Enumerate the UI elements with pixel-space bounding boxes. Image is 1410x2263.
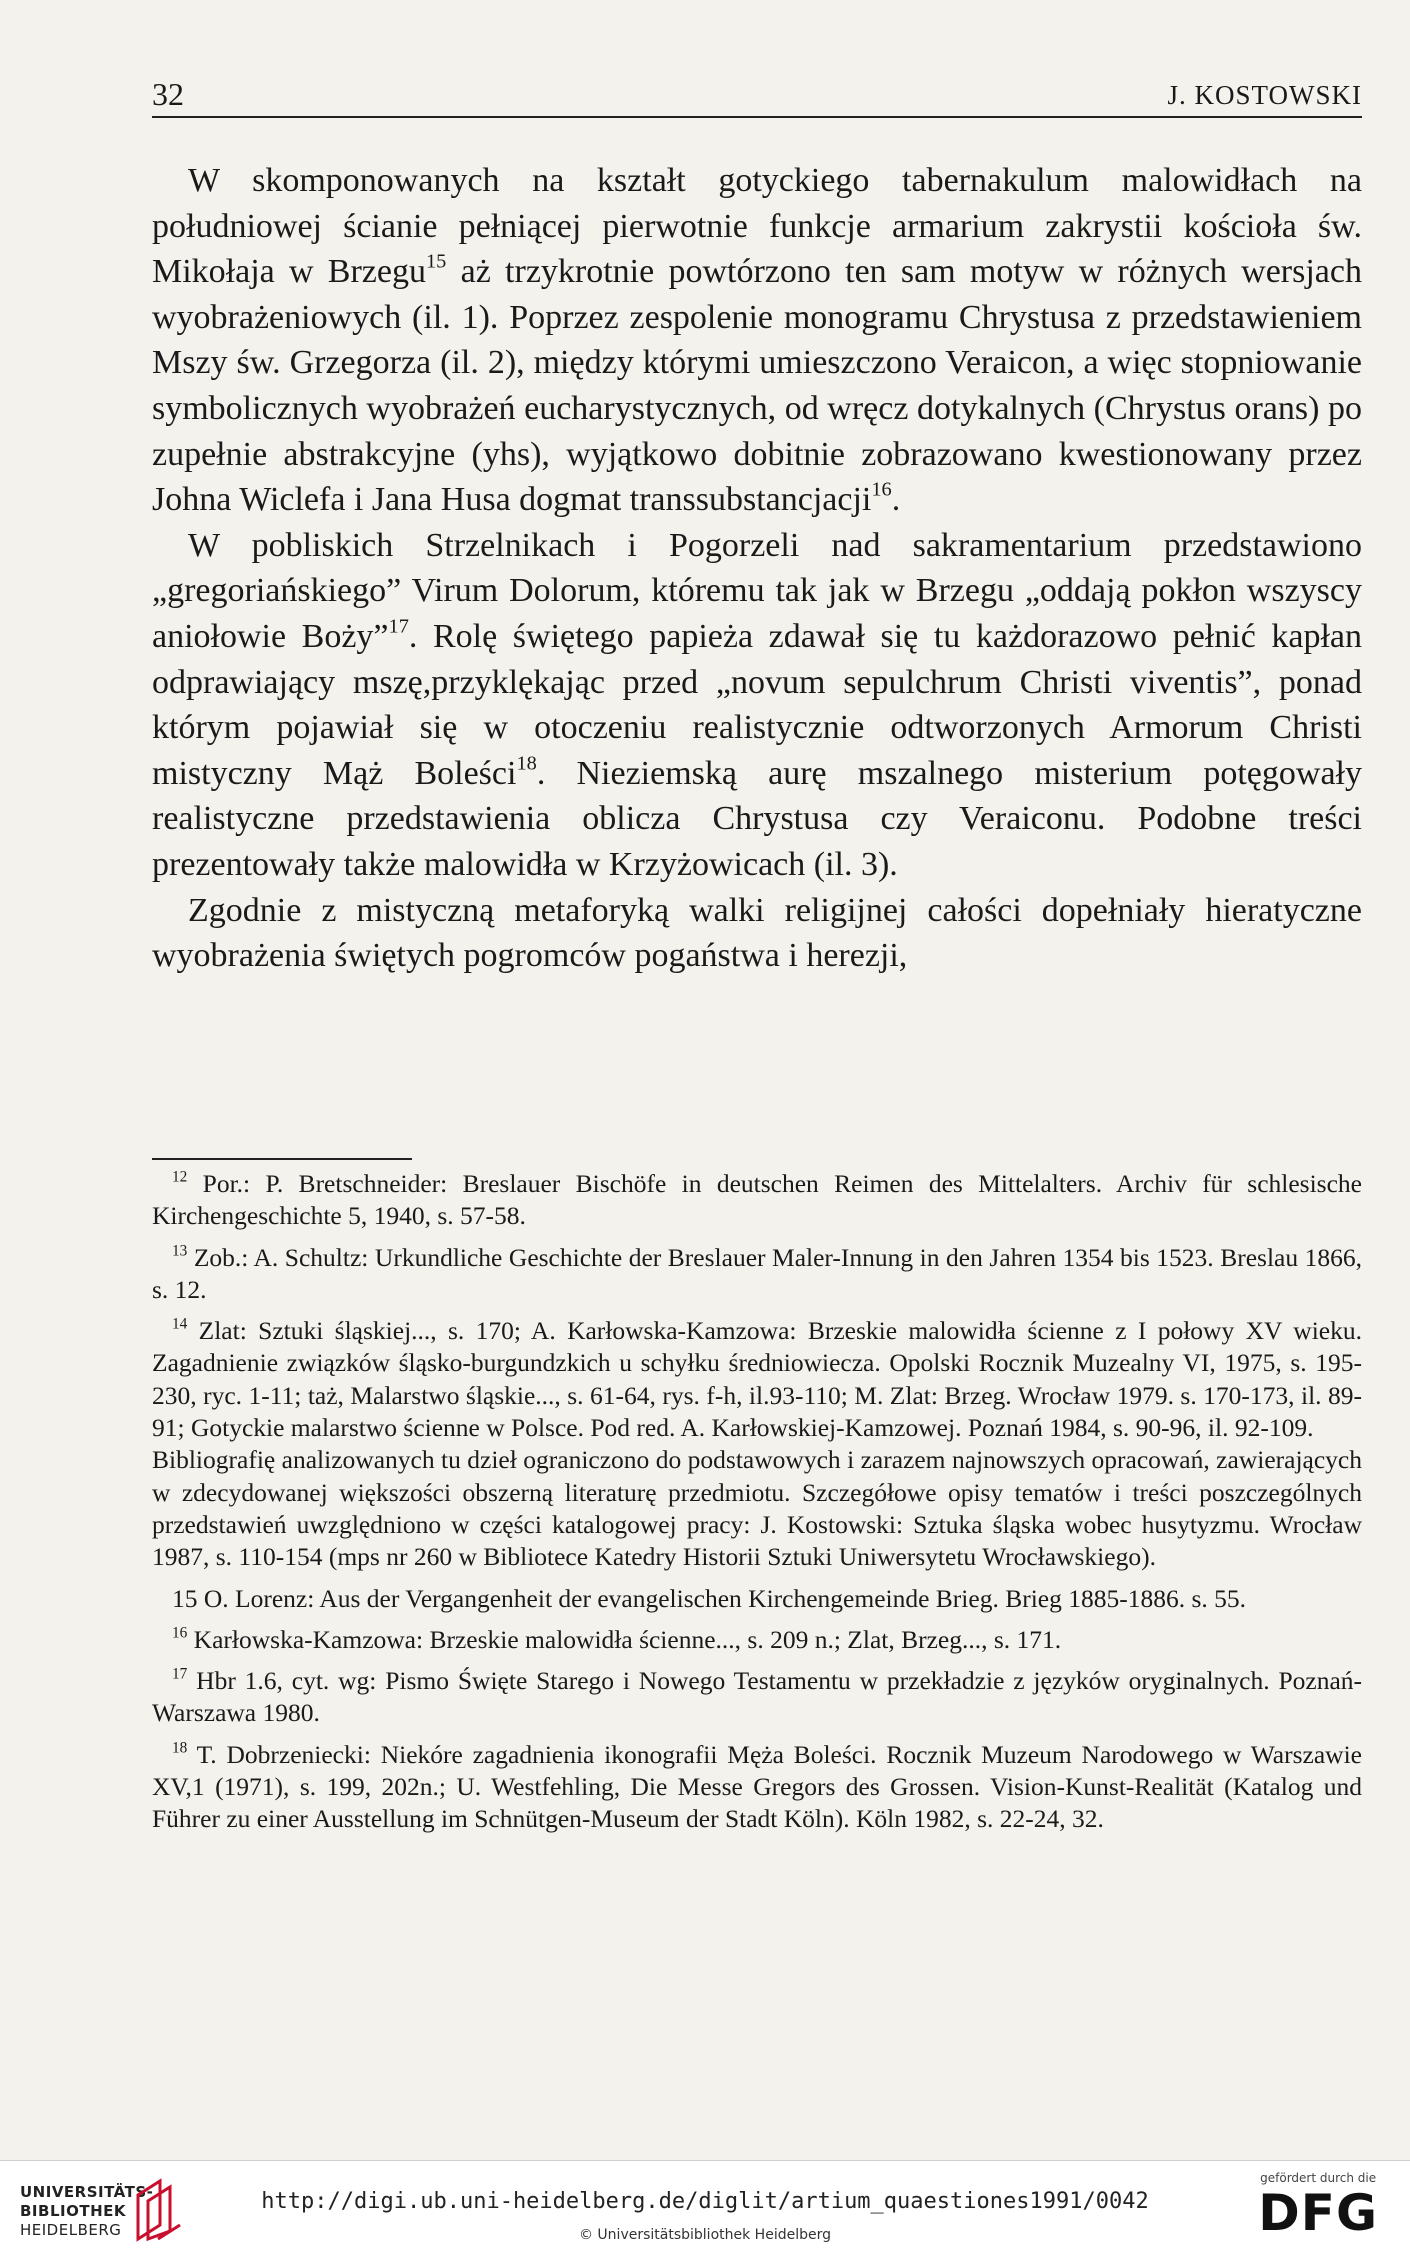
copyright-notice: © Universitätsbibliothek Heidelberg <box>578 2227 831 2243</box>
main-text <box>152 158 1362 979</box>
footnote-ref-16[interactable]: 16 <box>871 478 892 501</box>
footnote-15: 15 O. Lorenz: Aus der Vergangenheit der evangelischen Kirchengemeinde Brieg. Brieg 1885-1886. s. 55. <box>172 1583 1247 1613</box>
footnote-12: $^{12}$ Por.: P. Bretschneider: Breslauer Bischöfe in deutschen Reimen des Mittelalters. Archiv für schlesische Kirchengeschichte 5, 1940, s. 57-58. <box>152 1168 1362 1231</box>
dfg-wordmark: DFG <box>1258 2184 1378 2242</box>
footnote-ref-17[interactable]: 17 <box>388 615 409 638</box>
footnote-separator <box>152 1158 412 1160</box>
footnote-16: $^{16}$ Karłowska-Kamzowa: Brzeskie malowidła ścienne..., s. 209 n.; Zlat, Brzeg..., s. 171. <box>172 1624 1062 1654</box>
paragraph-3: Zgodnie z mistyczną metaforyką walki religijnej całości dopełniały hieratyczne wyobrażenia świętych pogromców pogaństwa i herezji, <box>152 891 1362 975</box>
digitization-footer <box>0 2160 1410 2263</box>
library-logo[interactable]: UNIVERSITÄTS- BIBLIOTHEK HEIDELBERG <box>20 2183 154 2239</box>
footnote-18: $^{18}$ T. Dobrzeniecki: Niekóre zagadnienia ikonografii Męża Boleści. Rocznik Muzeum Narodowego w Warszawie XV,1 (1971), s. 199, 202n.; U. Westfehling, Die Messe Gregors des Grossen. Vision-Kunst-Realität (Katalog und Führer zu einer Ausstellung im Schnütgen-Museum der Stadt Köln). Köln 1982, s. 22-24, 32. <box>152 1739 1362 1834</box>
paragraph-1: W skomponowanych na kształt gotyckiego tabernakulum malowidłach na południowej ścianie pełniącej pierwotnie funkcje armarium zakrystii kościoła św. Mikołaja w Brzegu$^{15}$ aż trzykrotnie powtórzono ten sam motyw w różnych wersjach wyobrażeniowych (il. 1). Poprzez zespolenie monogramu Chrystusa z przedstawieniem Mszy św. Grzegorza (il. 2), między którymi umieszczono Veraicon, a więc stopniowanie symbolicznych wyobrażeń eucharystycznych, od wręcz dotykalnych (Chrystus orans) po zupełnie abstrakcyjne (yhs), wyjątkowo dobitnie zobrazowano kwestionowany przez Johna Wiclefa i Jana Husa dogmat transsubstancjacji$^{16}$. <box>152 162 1362 519</box>
paragraph-2: W pobliskich Strzelnikach i Pogorzeli nad sakramentarium przedstawiono „gregoriańskiego” Virum Dolorum, któremu tak jak w Brzegu „oddają pokłon wszyscy aniołowie Boży”$^{17}$. Rolę świętego papieża zdawał się tu każdorazowo pełnić kapłan odprawiający mszę,przyklękając przed „novum sepulchrum Christi viventis”, ponad którym pojawiał się w otoczeniu realistycznie odtworzonych Armorum Christi mistyczny Mąż Boleści$^{18}$. Nieziemską aurę mszalnego misterium potęgowały realistyczne przedstawienia oblicza Chrystusa czy Veraiconu. Podobne treści prezentowały także malowidła w Krzyżowicach (il. 3). <box>152 526 1363 883</box>
footnote-17: $^{17}$ Hbr 1.6, cyt. wg: Pismo Święte Starego i Nowego Testamentu w przekładzie z języków oryginalnych. Poznań-Warszawa 1980. <box>152 1665 1362 1728</box>
page-number: 32 <box>152 76 184 112</box>
footnote-ref-15[interactable]: 15 <box>425 250 447 273</box>
footnote-14-continuation: Bibliografię analizowanych tu dzieł ograniczono do podstawowych i zarazem najnowszych opracowań, zawierających w zdecydowanej większości obszerną literaturę przedmiotu. Szczegółowe opisy tematów i treści poszczególnych przedstawień uwzględniono w części katalogowej pracy: J. Kostowski: Sztuka śląska wobec husytyzmu. Wrocław 1987, s. 110-154 (mps nr 260 w Bibliotece Katedry Historii Sztuki Uniwersytetu Wrocławskiego). <box>152 1445 1362 1572</box>
footnote-13: $^{13}$ Zob.: A. Schultz: Urkundliche Geschichte der Breslauer Maler-Innung in den Jahren 1354 bis 1523. Breslau 1866, s. 12. <box>152 1241 1362 1304</box>
footnote-ref-18[interactable]: 18 <box>516 752 537 775</box>
footnotes <box>152 1168 1362 1836</box>
running-title: J. KOSTOWSKI <box>1167 80 1362 110</box>
funder-logo[interactable]: gefördert durch die DFG <box>1258 2171 1378 2242</box>
permalink-url[interactable]: http://digi.ub.uni-heidelberg.de/diglit/artium_quaestiones1991/0042 <box>261 2189 1149 2214</box>
footnote-14: $^{14}$ Zlat: Sztuki śląskiej..., s. 170; A. Karłowska-Kamzowa: Brzeskie malowidła ścienne z I połowy XV wieku. Zagadnienie związków śląsko-burgundzkich u schyłku średniowiecza. Opolski Rocznik Muzealny VI, 1975, s. 195-230, ryc. 1-11; taż, Malarstwo śląskie..., s. 61-64, rys. f-h, il.93-110; M. Zlat: Brzeg. Wrocław 1979. s. 170-173, il. 89-91; Gotyckie malarstwo ścienne w Polsce. Pod red. A. Karłowskiej-Kamzowej. Poznań 1984, s. 90-96, il. 92-109. <box>152 1315 1362 1443</box>
running-head <box>152 76 1362 118</box>
